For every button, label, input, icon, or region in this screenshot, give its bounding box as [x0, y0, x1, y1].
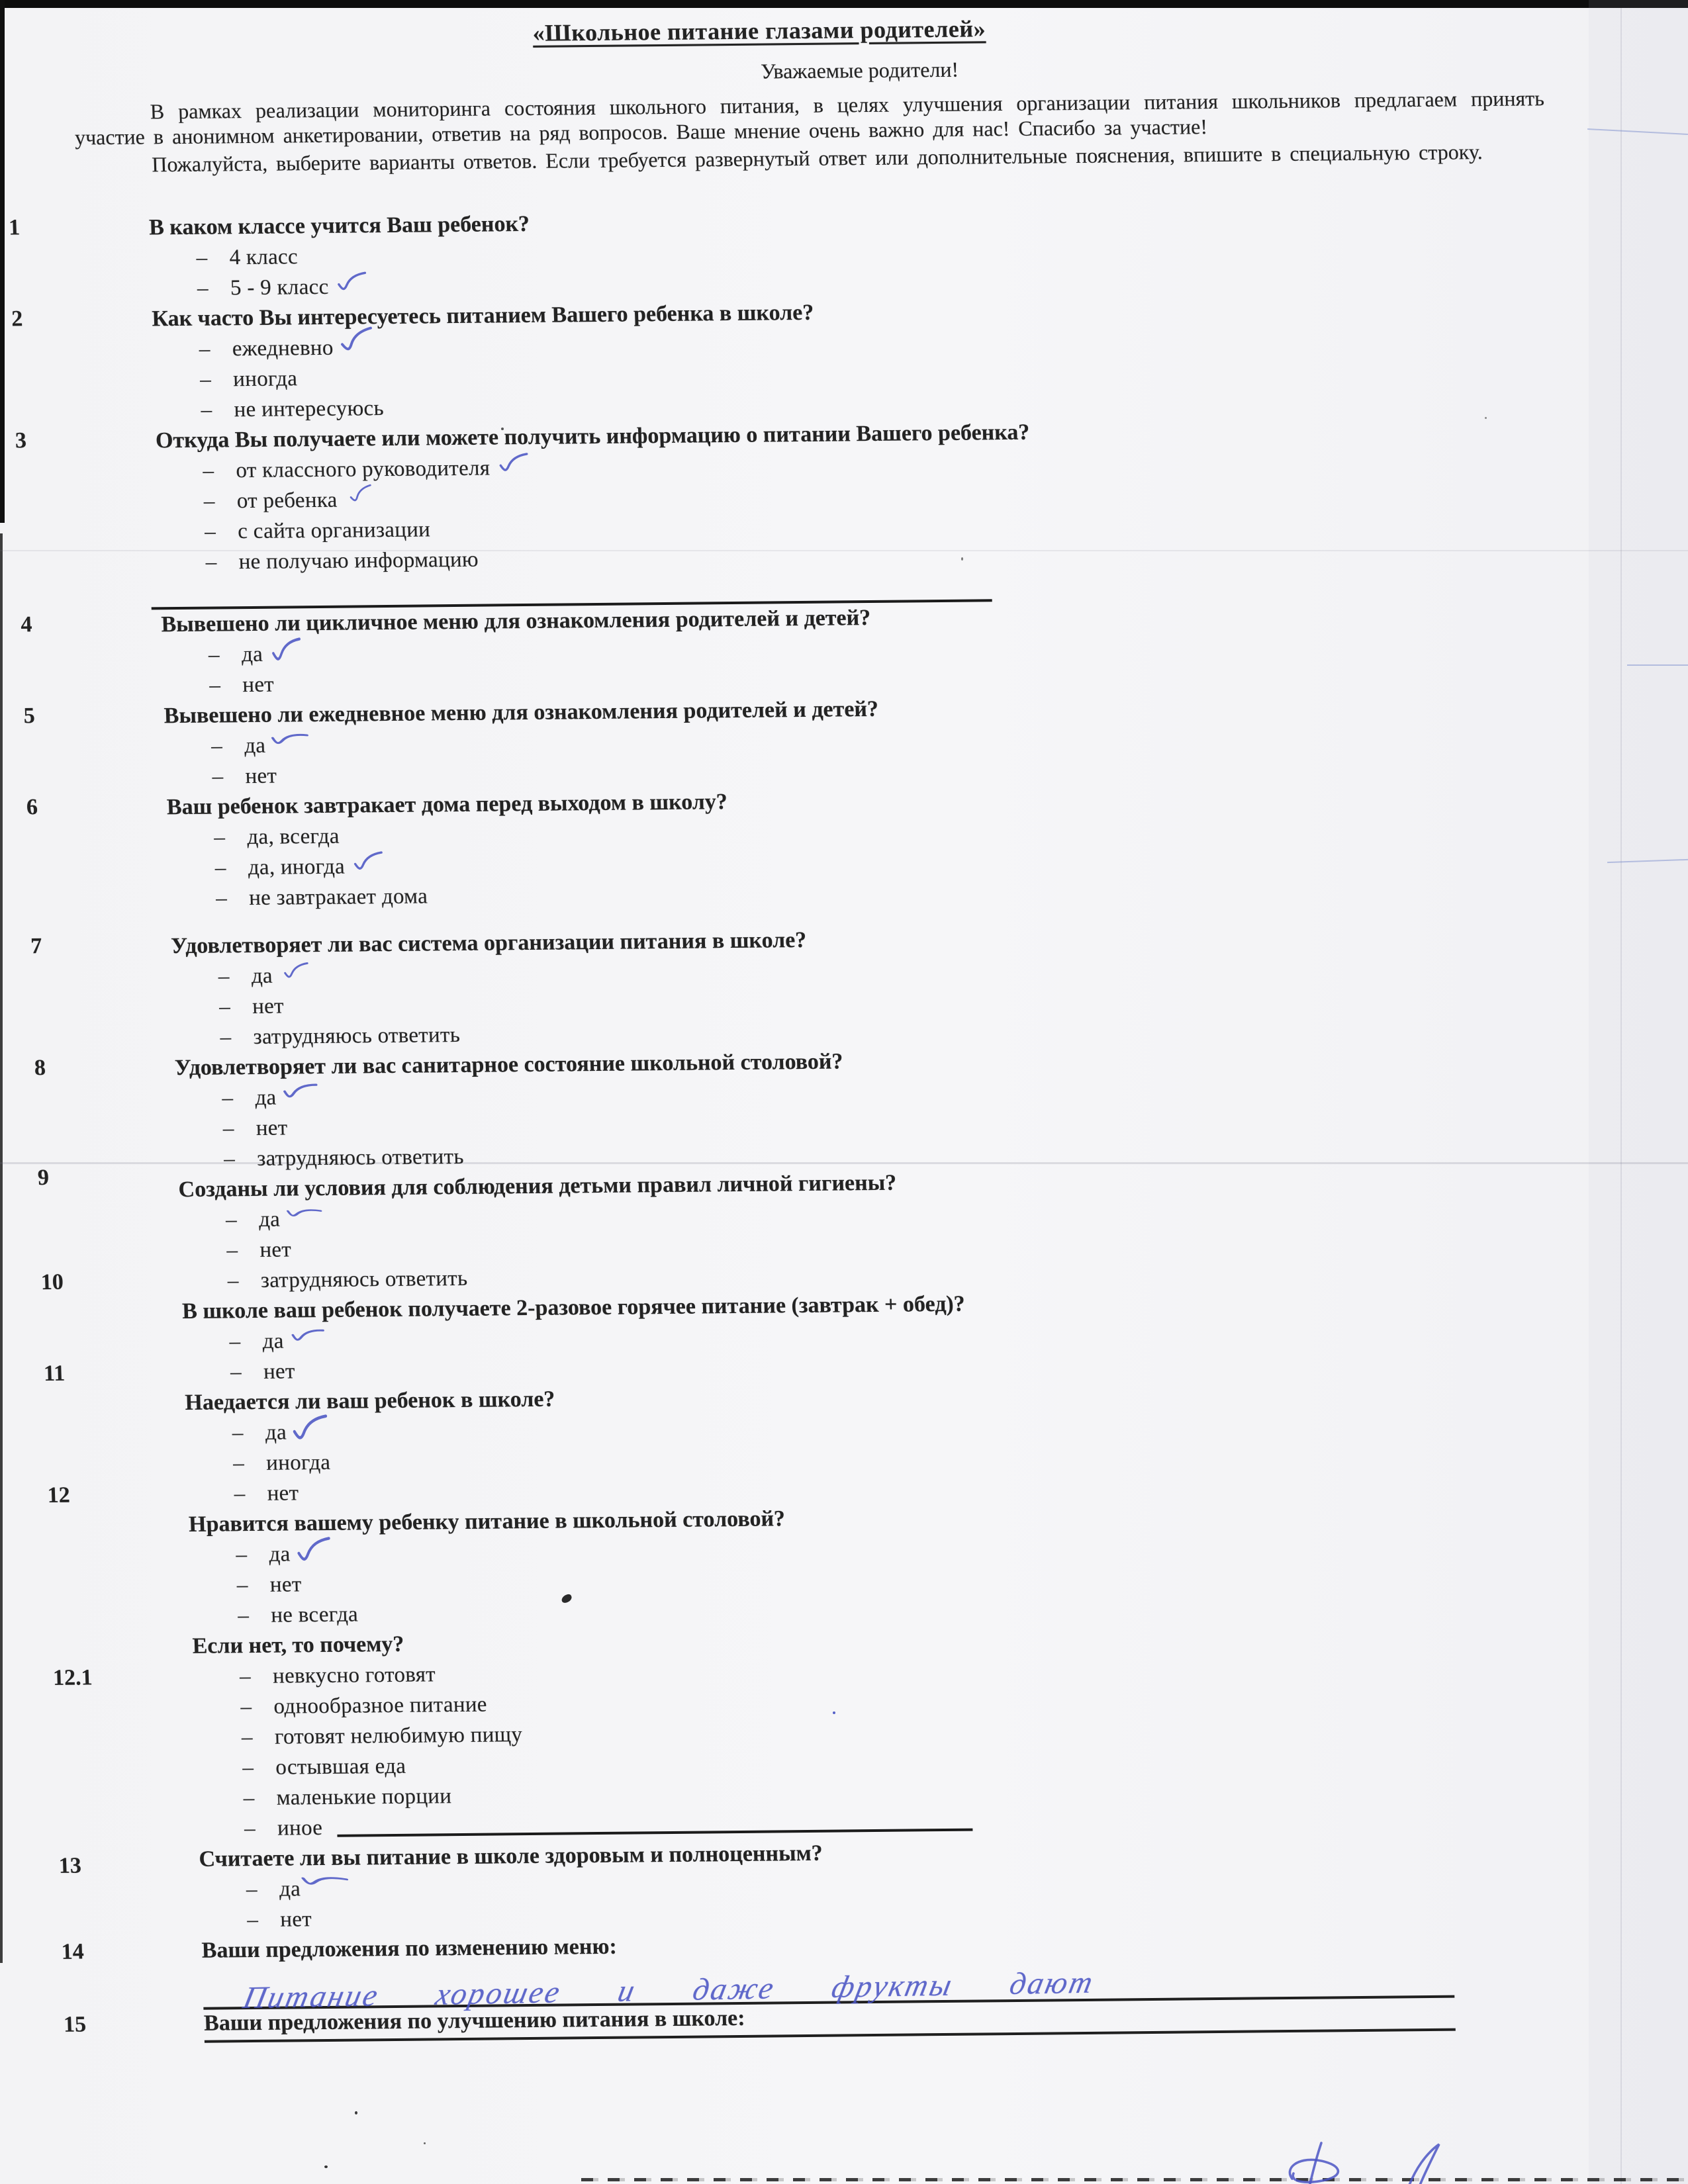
question-block [8, 199, 1531, 304]
option-dash: – [208, 643, 220, 667]
option-label: иногда [265, 1450, 331, 1475]
option-dash: – [218, 995, 231, 1019]
option-dash: – [242, 1756, 254, 1780]
option-label: да [241, 642, 263, 667]
option-label: 5 - 9 класс [230, 275, 330, 300]
option-dash: – [237, 1604, 250, 1628]
question-text: Вывешено ли ежедневное меню для ознакомления родителей и детей? [164, 696, 879, 729]
option-dash: – [199, 337, 211, 361]
option-dash: – [239, 1664, 252, 1689]
option-label: да [265, 1420, 287, 1445]
question-text: Считаете ли вы питание в школе здоровым и полноценным? [198, 1841, 823, 1872]
question-text: Ваши предложения по изменению меню: [201, 1934, 618, 1963]
option-label: ежедневно [232, 336, 334, 361]
option-label: нет [263, 1359, 296, 1384]
option-label: от классного руководителя [235, 456, 491, 483]
pen-checkmark-icon [281, 1079, 320, 1106]
question-number: 15 [63, 2012, 87, 2037]
option-label: да [244, 733, 266, 758]
question-block [26, 779, 1550, 915]
question-number: 6 [26, 795, 38, 820]
option-label: иногда [232, 367, 298, 392]
option-dash: – [218, 964, 230, 989]
pen-checkmark-icon [270, 637, 303, 666]
pen-checkmark-icon [347, 484, 375, 506]
question-text: Если нет, то почему? [192, 1631, 404, 1659]
option-dash: – [196, 246, 208, 270]
question-text: Ваши предложения по улучшению питания в школе: [203, 1998, 1455, 2043]
pen-checkmark-icon [337, 326, 377, 357]
questions-list [8, 199, 1584, 2043]
question-number: 13 [58, 1853, 82, 1878]
question-number: 2 [11, 306, 23, 332]
option-dash: – [243, 1786, 255, 1811]
pen-checkmark-icon [268, 727, 311, 754]
option-label: нет [279, 1907, 312, 1932]
question-text: Вывешено ли цикличное меню для ознакомления родителей и детей? [160, 605, 871, 637]
pen-signature-marks [1279, 2138, 1477, 2184]
question-text: Созданы ли условия для соблюдения детьми правил личной гигиены? [178, 1170, 897, 1203]
pen-checkmark-icon [352, 850, 385, 874]
intro-paragraph: Пожалуйста, выберите варианты ответов. Если требуется развернутый ответ или дополнительные пояснения, впишите в специальную строку. [151, 140, 1483, 177]
option-dash: – [240, 1695, 252, 1719]
question-number: 3 [15, 428, 27, 453]
option-label: нет [256, 1116, 288, 1140]
question-text: Удовлетворяет ли вас санитарное состояние школьной столовой? [174, 1049, 843, 1081]
option-dash: – [211, 764, 224, 789]
option-label: 4 класс [229, 245, 299, 270]
option-dash: – [223, 1147, 236, 1171]
option-dash: – [235, 1543, 248, 1567]
option-label: да [254, 1085, 277, 1110]
question-block [34, 1040, 1558, 1175]
question-text: Наедается ли ваш ребенок в школе? [184, 1387, 555, 1415]
option-dash: – [227, 1269, 239, 1293]
pen-checkmark-icon [283, 962, 310, 982]
option-label: готовят нелюбимую пищу [274, 1723, 523, 1749]
option-label: да [279, 1877, 301, 1901]
question-number: 12 [47, 1482, 71, 1508]
option-label: не всегда [270, 1602, 359, 1627]
option-label: с сайта организации [237, 518, 431, 544]
option-dash: – [214, 856, 226, 880]
options-list [179, 1192, 1562, 1297]
question-number: 12.1 [52, 1665, 93, 1690]
scan-edge-bottom [581, 2178, 1688, 2181]
option-label: нет [244, 764, 277, 789]
option-dash: – [211, 734, 223, 758]
dust-speck [324, 2165, 328, 2168]
option-dash: – [246, 1877, 258, 1902]
option-dash: – [203, 489, 215, 514]
question-number: 10 [40, 1269, 64, 1295]
option-dash: – [199, 367, 212, 392]
option-dash: – [222, 1116, 234, 1141]
dust-speck [424, 2142, 426, 2144]
option-dash: – [221, 1086, 234, 1111]
option-label: нет [269, 1572, 303, 1597]
option-label: затрудняюсь ответить [260, 1266, 468, 1293]
option-label: нет [242, 672, 275, 698]
options-list [167, 809, 1550, 914]
option-label: да, всегда [246, 824, 340, 850]
question-text: Откуда Вы получаете или можете получить информацию о питании Вашего ребенка? [155, 420, 1030, 453]
question-text: В школе ваш ребенок получаете 2-разовое горячее питание (завтрак + обед)? [181, 1291, 966, 1324]
question-block [15, 412, 1540, 610]
question-number: 14 [61, 1939, 85, 1964]
option-label: нет [259, 1238, 292, 1262]
option-label: да, иногда [248, 854, 346, 880]
question-text: Как часто Вы интересуетесь питанием Вашего ребенка в школе? [151, 300, 814, 332]
option-dash: – [246, 1907, 259, 1933]
options-list [185, 1405, 1568, 1510]
option-dash: – [232, 1451, 245, 1476]
option-dash: – [202, 459, 214, 483]
option-dash: – [234, 1482, 246, 1506]
option-label: не интересуюсь [234, 396, 385, 422]
option-label: затрудняюсь ответить [256, 1144, 465, 1171]
option-dash: – [225, 1208, 238, 1232]
scan-edge-left-lower [0, 533, 3, 1963]
option-dash: – [209, 673, 221, 698]
question-block [47, 1482, 1572, 1632]
question-number: 4 [20, 612, 33, 637]
handwritten-answer: Питание хорошее и даже фрукты дают [240, 1965, 1098, 2016]
option-label: нет [252, 994, 285, 1019]
option-label: да [268, 1542, 291, 1567]
option-dash: – [229, 1330, 241, 1354]
document-title: «Школьное питание глазами родителей» [532, 15, 986, 46]
pen-checkmark-icon [283, 1202, 324, 1227]
option-label: остывшая еда [275, 1754, 406, 1780]
option-label: да [258, 1207, 281, 1232]
option-dash: – [241, 1725, 253, 1750]
option-label: иное [277, 1816, 323, 1841]
option-dash: – [205, 550, 217, 574]
option-label: однообразное питание [273, 1692, 488, 1719]
pen-checkmark-icon [291, 1414, 330, 1446]
option-label: не получаю информацию [238, 547, 479, 574]
pen-checkmark-icon [497, 452, 530, 476]
option-dash: – [244, 1817, 256, 1841]
option-dash: – [220, 1025, 232, 1050]
question-block [30, 918, 1555, 1054]
pen-checkmark-icon [336, 271, 369, 295]
question-number: 5 [23, 704, 36, 729]
question-block [58, 1831, 1581, 1936]
options-list [152, 321, 1535, 426]
question-block [61, 1923, 1583, 2016]
question-number: 11 [43, 1361, 66, 1387]
option-label: да [262, 1329, 285, 1353]
option-dash: – [215, 886, 228, 911]
question-text: Удовлетворяет ли вас система организации питания в школе? [170, 927, 807, 959]
option-label: да [251, 964, 273, 988]
question-number: 8 [34, 1055, 46, 1081]
options-list [189, 1527, 1572, 1631]
question-block [23, 688, 1546, 793]
question-number: 1 [8, 215, 21, 240]
option-label: затрудняюсь ответить [253, 1023, 461, 1049]
options-list [156, 443, 1541, 610]
dust-speck [355, 2111, 357, 2115]
option-dash: – [213, 825, 226, 850]
question-text: Ваш ребенок завтракает дома перед выходом в школу? [166, 790, 728, 820]
question-block [52, 1618, 1579, 1845]
option-dash: – [197, 276, 209, 300]
pen-checkmark-icon [289, 1324, 326, 1349]
pen-checkmark-icon [295, 1536, 333, 1567]
option-dash: – [230, 1360, 242, 1385]
question-block [11, 291, 1536, 426]
option-label: невкусно готовят [272, 1662, 436, 1688]
options-list [175, 1070, 1558, 1175]
question-text: Нравится вашему ребенку питание в школьной столовой? [188, 1506, 786, 1537]
option-dash: – [236, 1573, 248, 1598]
greeting-line: Уважаемые родители! [760, 57, 959, 83]
question-text: В каком классе учится Ваш ребенок? [148, 211, 530, 240]
option-label: от ребенка [236, 488, 338, 514]
question-block [20, 596, 1544, 702]
option-dash: – [204, 520, 216, 544]
option-dash: – [201, 398, 212, 422]
option-label: нет [267, 1481, 299, 1506]
intro-paragraph: В рамках реализации мониторинга состояния школьного питания, в целях улучшения организации питания школьников предлагаем принять участие в анонимном анкетировании, ответив на ряд вопросов. Ваше мнение очень важно для нас! Спасибо за участие! [74, 86, 1545, 150]
option-label: маленькие порции [276, 1784, 452, 1810]
option-label: не завтракает дома [248, 884, 428, 911]
option-dash: – [226, 1238, 238, 1263]
question-number: 7 [30, 934, 42, 959]
options-list [193, 1649, 1578, 1844]
option-dash: – [232, 1421, 244, 1445]
question-number: 9 [37, 1165, 50, 1191]
blank-answer-line[interactable] [337, 1822, 972, 1837]
options-list [171, 948, 1554, 1053]
